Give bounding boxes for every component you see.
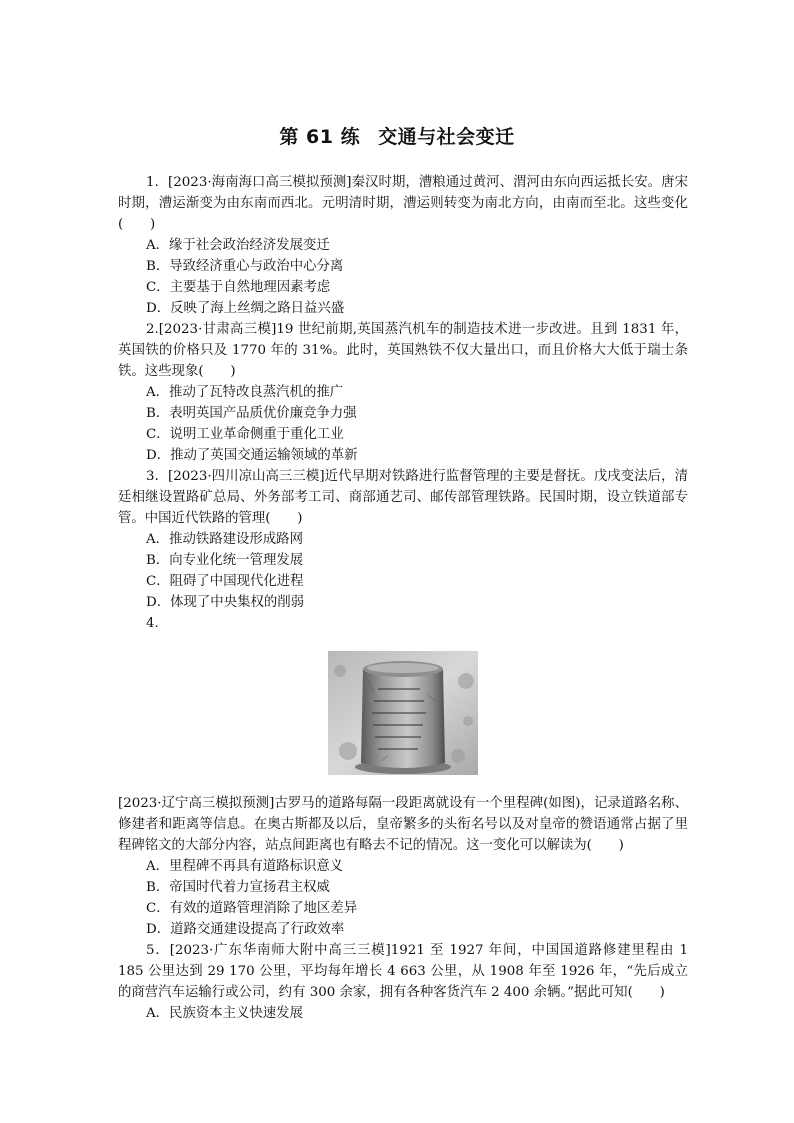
option-a: A．民族资本主义快速发展 bbox=[146, 1006, 303, 1021]
option-a: A．缘于社会政治经济发展变迁 bbox=[146, 238, 330, 253]
option-d: D．推动了英国交通运输领域的革新 bbox=[146, 448, 358, 463]
page-title-topic: 交通与社会变迁 bbox=[378, 126, 515, 148]
page-title bbox=[0, 122, 794, 149]
option-d: D．道路交通建设提高了行政效率 bbox=[146, 922, 345, 937]
question-4 bbox=[118, 613, 688, 940]
question-3 bbox=[118, 466, 688, 613]
question-1 bbox=[118, 172, 688, 319]
page-title-number: 第 61 练 bbox=[279, 126, 361, 148]
question-stem: 1．[2023·海南海口高三模拟预测]秦汉时期，漕粮通过黄河、渭河由东向西运抵长安。唐宋时期，漕运渐变为由东南而西北。元明清时期，漕运则转变为南北方向，由南而至北。这些变化( ) bbox=[118, 175, 688, 232]
option-c: C．阻碍了中国现代化进程 bbox=[146, 574, 304, 589]
option-a: A．推动了瓦特改良蒸汽机的推广 bbox=[146, 385, 344, 400]
question-stem: [2023·辽宁高三模拟预测]古罗马的道路每隔一段距离就设有一个里程碑(如图)，记录道路名称、修建者和距离等信息。在奥古斯都及以后，皇帝繁多的头衔名号以及对皇帝的赞语通常占据了里程碑铭文的大部分内容，站点间距离也有略去不记的情况。这一变化可以解读为( ) bbox=[118, 796, 688, 853]
option-d: D．反映了海上丝绸之路日益兴盛 bbox=[146, 301, 345, 316]
option-b: B．表明英国产品质优价廉竞争力强 bbox=[146, 406, 357, 421]
question-5 bbox=[118, 940, 688, 1024]
option-c: C．主要基于自然地理因素考虑 bbox=[146, 280, 331, 295]
option-c: C．有效的道路管理消除了地区差异 bbox=[146, 901, 358, 916]
option-a: A．里程碑不再具有道路标识意义 bbox=[146, 859, 344, 874]
option-b: B．向专业化统一管理发展 bbox=[146, 553, 304, 568]
question-stem: 5．[2023·广东华南师大附中高三三模]1921 至 1927 年间，中国国道路修建里程由 1 185 公里达到 29 170 公里，平均每年增长 4 663 公里，从 1908 年至 1926 年，“先后成立的商营汽车运输行或公司，约有 300 余家，拥有各种客货汽车 2 400 余辆。”据此可知( ) bbox=[118, 943, 688, 1000]
option-a: A．推动铁路建设形成路网 bbox=[146, 532, 303, 547]
milestone-photo bbox=[328, 651, 478, 775]
question-stem: 2.[2023·甘肃高三模]19 世纪前期,英国蒸汽机车的制造技术进一步改进。且到 1831 年，英国铁的价格只及 1770 年的 31%。此时，英国熟铁不仅大量出口，而且价格大大低于瑞士条铁。这些现象( ) bbox=[118, 322, 688, 379]
question-stem: 3．[2023·四川凉山高三三模]近代早期对铁路进行监督管理的主要是督抚。戊戌变法后，清廷相继设置路矿总局、外务部考工司、商部通艺司、邮传部管理铁路。民国时期，设立铁道部专管。中国近代铁路的管理( ) bbox=[118, 469, 688, 526]
option-c: C．说明工业革命侧重于重化工业 bbox=[146, 427, 344, 442]
question-list bbox=[118, 172, 688, 1024]
option-b: B．导致经济重心与政治中心分离 bbox=[146, 259, 344, 274]
question-number: 4. bbox=[146, 616, 159, 631]
option-d: D．体现了中央集权的削弱 bbox=[146, 595, 305, 610]
question-2 bbox=[118, 319, 688, 466]
option-b: B．帝国时代着力宣扬君主权威 bbox=[146, 880, 330, 895]
